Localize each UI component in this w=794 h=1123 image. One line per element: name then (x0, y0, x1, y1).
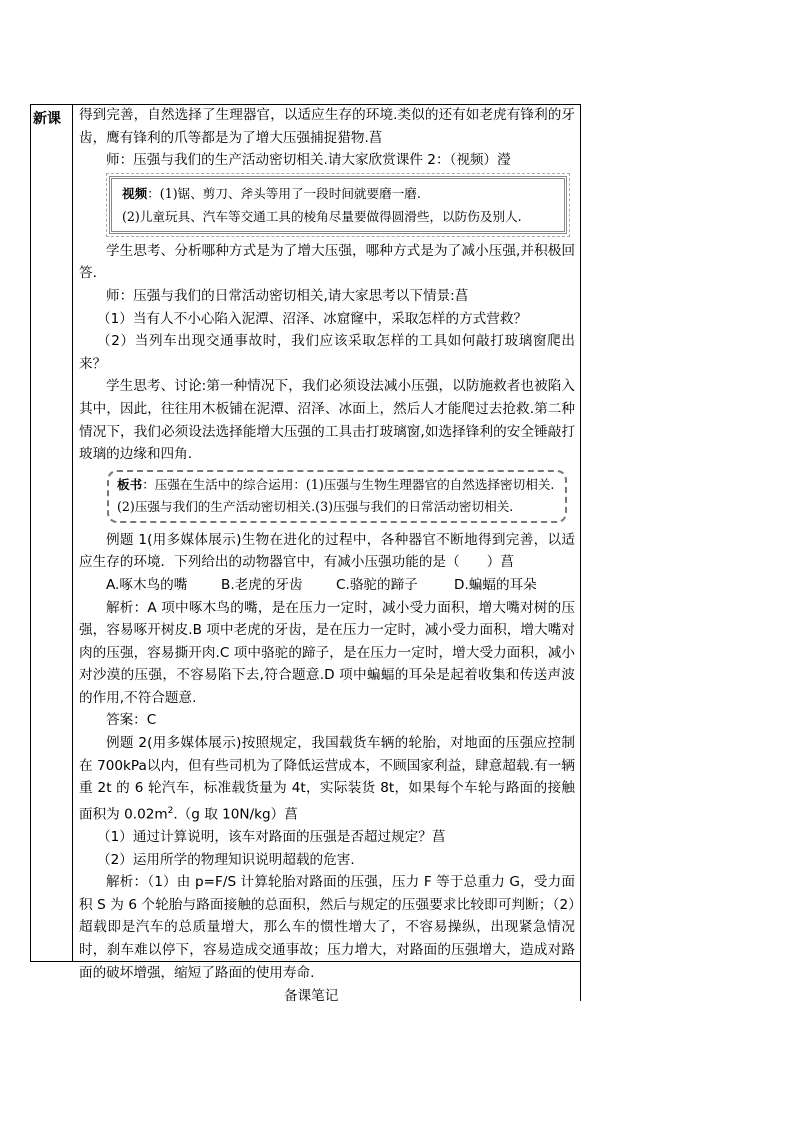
paragraph-teacher-daily: 师：压强与我们的日常活动密切相关,请大家思考以下情景:菖 (106, 287, 469, 304)
lesson-notes-heading: 备课笔记 (284, 988, 339, 1004)
table-border-left (30, 104, 31, 962)
example-1-options (79, 574, 575, 597)
option-d: D.蝙蝠的耳朵 (454, 576, 537, 593)
lesson-content (79, 104, 575, 984)
option-c: C.骆驼的蹄子 (336, 576, 418, 593)
table-border-right (580, 104, 581, 1001)
example-1-analysis: 解析：A 项中啄木鸟的嘴，是在压力一定时，减小受力面积，增大嘴对树的压强，容易啄开树皮.B 项中老虎的牙齿，是在压力一定时，减小受力面积，增大嘴对肉的压强，容易撕开肉.C 项中骆驼的蹄子，是在压力一定时，增大受力面积，减小对沙漠的压强，不容易陷下去,符合题意.D 项中蝙蝠的耳朵是起着收集和传送声波的作用,不符合题意. (79, 599, 575, 706)
video-box (109, 176, 567, 234)
table-column-divider (72, 104, 73, 962)
question-scenario-2: （2）当列车出现交通事故时，我们应该采取怎样的工具如何敲打玻璃窗爬出来？ (79, 333, 575, 372)
option-a: A.啄木鸟的嘴 (106, 576, 188, 593)
video-line-2: (2)儿童玩具、汽车等交通工具的棱角尽量要做得圆滑些，以防伤及别人. (122, 208, 522, 224)
option-b: B.老虎的牙齿 (221, 576, 303, 593)
example-2-question: 例题 2(用多媒体展示)按照规定，我国载货车辆的轮胎，对地面的压强应控制在 700kPa以内，但有些司机为了降低运营成本，不顾国家利益，肆意超载.有一辆重 2t 的 6 轮汽车，标准载货量为 4t，实际装货 8t，如果每个车轮与路面的接触面积为 $0.02m^2.(g$ 取 10N/kg）菖 (79, 735, 575, 823)
paragraph-organs: 得到完善，自然选择了生理器官，以适应生存的环境.类似的还有如老虎有锋利的牙齿，鹰有锋利的爪等都是为了增大压强捕捉猎物.菖 (79, 107, 575, 146)
paragraph-teacher-video: 师：压强与我们的生产活动密切相关.请大家欣赏课件 2：（视频）瀅 (106, 152, 511, 169)
example-1-answer: 答案：C (106, 712, 157, 729)
example-2-subquestion-2: （2）运用所学的物理知识说明超载的危害. (97, 851, 355, 868)
example-1-question: 例题 1(用多媒体展示)生物在进化的过程中，各种器官不断地得到完善，以适应生存的环境．下列给出的动物器官中，有减小压强功能的是（ ）菖 (79, 531, 575, 571)
blackboard-box: 板书：压强在生活中的综合运用：(1)压强与生物生理器官的自然选择密切相关.(2)压强与我们的生产活动密切相关.(3)压强与我们的日常活动密切相关. (107, 470, 567, 523)
example-2-analysis: 解析：（1）由 p=F/S 计算轮胎对路面的压强，压力 F 等于总重力 G，受力面积 S 为 6 个轮胎与路面接触的总面积，然后与规定的压强要求比较即可判断；（2）超载即是汽车的总质量增大，那么车的惯性增大了，不容易操纵，出现紧急情况时，刹车难以停下，容易造成交通事故；压力增大，对路面的压强增大，造成对路面的破坏增强，缩短了路面的使用寿命. (79, 874, 575, 981)
paragraph-discussion: 学生思考、讨论:第一种情况下，我们必须设法减小压强，以防施救者也被陷入其中，因此，往往用木板铺在泥潭、沼泽、冰面上，然后人才能爬过去抢救.第二种情况下，我们必须设法选择能增大压强的工具击打玻璃窗,如选择锋利的安全锤敲打玻璃的边缘和四角. (79, 378, 575, 463)
paragraph-students-think: 学生思考、分析哪种方式是为了增大压强，哪种方式是为了减小压强,并积极回答. (79, 242, 575, 282)
section-label: 新课 (33, 111, 61, 127)
example-2-subquestion-1: （1）通过计算说明，该车对路面的压强是否超过规定？菖 (97, 828, 446, 845)
video-line-1: 视频：(1)锯、剪刀、斧头等用了一段时间就要磨一磨. (122, 185, 421, 201)
question-scenario-1: （1）当有人不小心陷入泥潭、沼泽、冰窟窿中，采取怎样的方式营救？ (97, 310, 528, 327)
